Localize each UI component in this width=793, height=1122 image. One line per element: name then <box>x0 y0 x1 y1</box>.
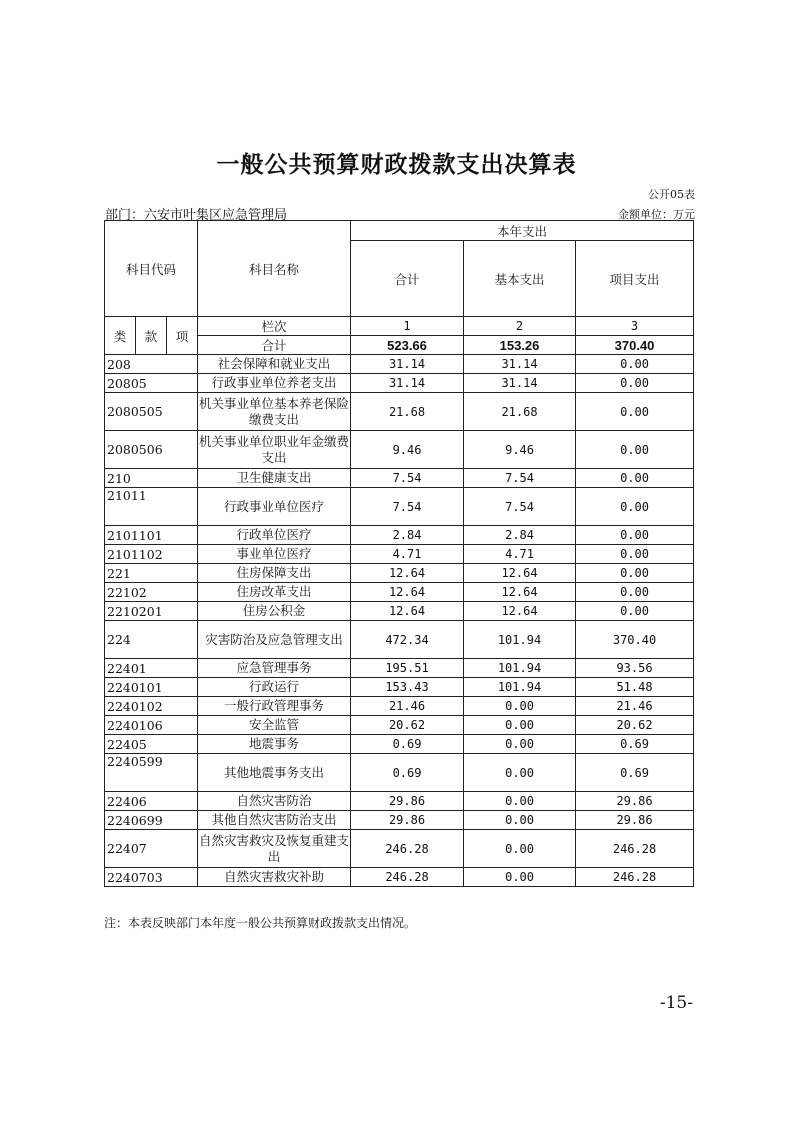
total-basic: 153.26 <box>464 336 576 355</box>
total-cell: 21.68 <box>351 393 464 431</box>
subject-name-cell: 自然灾害救灾补助 <box>198 868 351 887</box>
total-amount: 523.66 <box>351 336 464 355</box>
subject-code-cell: 22407 <box>105 830 198 868</box>
project-cell: 93.56 <box>576 659 694 678</box>
table-row <box>105 754 694 792</box>
table-row <box>105 469 694 488</box>
subject-code-cell: 2210201 <box>105 602 198 621</box>
header-basic: 基本支出 <box>464 241 576 317</box>
total-project: 370.40 <box>576 336 694 355</box>
table-row <box>105 355 694 374</box>
subject-code-cell: 208 <box>105 355 198 374</box>
basic-cell: 12.64 <box>464 583 576 602</box>
basic-cell: 0.00 <box>464 754 576 792</box>
project-cell: 246.28 <box>576 868 694 887</box>
total-cell: 12.64 <box>351 564 464 583</box>
table-row <box>105 393 694 431</box>
total-cell: 2.84 <box>351 526 464 545</box>
total-cell: 7.54 <box>351 488 464 526</box>
subject-code-cell: 2101101 <box>105 526 198 545</box>
total-cell: 31.14 <box>351 355 464 374</box>
table-row <box>105 431 694 469</box>
basic-cell: 31.14 <box>464 374 576 393</box>
header-kuan: 款 <box>136 317 167 355</box>
project-cell: 29.86 <box>576 792 694 811</box>
basic-cell: 0.00 <box>464 735 576 754</box>
project-cell: 246.28 <box>576 830 694 868</box>
subject-code-cell: 21011 <box>105 488 198 526</box>
subject-name-cell: 地震事务 <box>198 735 351 754</box>
header-subject-code: 科目代码 <box>105 221 198 317</box>
total-cell: 21.46 <box>351 697 464 716</box>
subject-code-cell: 2080506 <box>105 431 198 469</box>
subject-name-cell: 卫生健康支出 <box>198 469 351 488</box>
subject-name-cell: 行政单位医疗 <box>198 526 351 545</box>
project-cell: 0.00 <box>576 393 694 431</box>
page-number: -15- <box>659 993 693 1013</box>
subject-name-cell: 住房改革支出 <box>198 583 351 602</box>
total-cell: 246.28 <box>351 830 464 868</box>
project-cell: 0.69 <box>576 754 694 792</box>
subject-code-cell: 20805 <box>105 374 198 393</box>
table-note: 注：本表反映部门本年度一般公共预算财政拨款支出情况。 <box>104 916 417 930</box>
subject-code-cell: 2240102 <box>105 697 198 716</box>
subject-name-cell: 应急管理事务 <box>198 659 351 678</box>
subject-name-cell: 住房公积金 <box>198 602 351 621</box>
table-row <box>105 868 694 887</box>
header-subject-name: 科目名称 <box>198 221 351 317</box>
subject-code-cell: 2240599 <box>105 754 198 792</box>
project-cell: 0.69 <box>576 735 694 754</box>
table-row <box>105 488 694 526</box>
total-cell: 4.71 <box>351 545 464 564</box>
basic-cell: 12.64 <box>464 602 576 621</box>
project-cell: 0.00 <box>576 545 694 564</box>
project-cell: 29.86 <box>576 811 694 830</box>
total-cell: 195.51 <box>351 659 464 678</box>
subject-code-cell: 2080505 <box>105 393 198 431</box>
total-cell: 12.64 <box>351 602 464 621</box>
subject-name-cell: 行政事业单位医疗 <box>198 488 351 526</box>
subject-name-cell: 自然灾害救灾及恢复重建支出 <box>198 830 351 868</box>
header-project: 项目支出 <box>576 241 694 317</box>
table-row <box>105 697 694 716</box>
header-lanci: 栏次 <box>198 317 351 336</box>
expenditure-table <box>104 220 694 887</box>
subject-name-cell: 行政事业单位养老支出 <box>198 374 351 393</box>
table-row <box>105 602 694 621</box>
amount-unit-label: 金额单位：万元 <box>618 208 695 221</box>
subject-name-cell: 机关事业单位职业年金缴费支出 <box>198 431 351 469</box>
subject-code-cell: 22405 <box>105 735 198 754</box>
basic-cell: 101.94 <box>464 621 576 659</box>
subject-name-cell: 一般行政管理事务 <box>198 697 351 716</box>
subject-name-cell: 社会保障和就业支出 <box>198 355 351 374</box>
project-cell: 0.00 <box>576 526 694 545</box>
basic-cell: 21.68 <box>464 393 576 431</box>
header-col1: 1 <box>351 317 464 336</box>
subject-code-cell: 221 <box>105 564 198 583</box>
total-cell: 20.62 <box>351 716 464 735</box>
table-row <box>105 659 694 678</box>
page-title: 一般公共预算财政拨款支出决算表 <box>216 151 577 178</box>
table-row <box>105 716 694 735</box>
subject-name-cell: 安全监管 <box>198 716 351 735</box>
project-cell: 20.62 <box>576 716 694 735</box>
header-col2: 2 <box>464 317 576 336</box>
subject-code-cell: 22406 <box>105 792 198 811</box>
table-row <box>105 811 694 830</box>
subject-name-cell: 其他自然灾害防治支出 <box>198 811 351 830</box>
table-row <box>105 583 694 602</box>
basic-cell: 12.64 <box>464 564 576 583</box>
basic-cell: 0.00 <box>464 868 576 887</box>
total-cell: 29.86 <box>351 792 464 811</box>
basic-cell: 0.00 <box>464 811 576 830</box>
total-cell: 0.69 <box>351 754 464 792</box>
project-cell: 21.46 <box>576 697 694 716</box>
total-cell: 31.14 <box>351 374 464 393</box>
table-row <box>105 621 694 659</box>
basic-cell: 31.14 <box>464 355 576 374</box>
basic-cell: 4.71 <box>464 545 576 564</box>
subject-code-cell: 22102 <box>105 583 198 602</box>
total-cell: 472.34 <box>351 621 464 659</box>
subject-code-cell: 2240699 <box>105 811 198 830</box>
basic-cell: 7.54 <box>464 488 576 526</box>
project-cell: 0.00 <box>576 374 694 393</box>
total-cell: 246.28 <box>351 868 464 887</box>
subject-code-cell: 22401 <box>105 659 198 678</box>
table-row <box>105 564 694 583</box>
table-row <box>105 374 694 393</box>
department-label: 部门：六安市叶集区应急管理局 <box>105 208 288 223</box>
subject-name-cell: 事业单位医疗 <box>198 545 351 564</box>
project-cell: 0.00 <box>576 564 694 583</box>
subject-code-cell: 2240703 <box>105 868 198 887</box>
table-row <box>105 526 694 545</box>
project-cell: 0.00 <box>576 355 694 374</box>
total-cell: 12.64 <box>351 583 464 602</box>
subject-name-cell: 行政运行 <box>198 678 351 697</box>
form-number: 公开05表 <box>648 188 695 201</box>
basic-cell: 9.46 <box>464 431 576 469</box>
basic-cell: 101.94 <box>464 659 576 678</box>
subject-code-cell: 210 <box>105 469 198 488</box>
basic-cell: 0.00 <box>464 697 576 716</box>
total-cell: 9.46 <box>351 431 464 469</box>
header-current-year: 本年支出 <box>351 221 694 241</box>
basic-cell: 0.00 <box>464 716 576 735</box>
table-row <box>105 830 694 868</box>
table-row <box>105 678 694 697</box>
project-cell: 51.48 <box>576 678 694 697</box>
subject-name-cell: 住房保障支出 <box>198 564 351 583</box>
project-cell: 370.40 <box>576 621 694 659</box>
header-xiang: 项 <box>167 317 198 355</box>
subject-code-cell: 224 <box>105 621 198 659</box>
project-cell: 0.00 <box>576 602 694 621</box>
basic-cell: 0.00 <box>464 830 576 868</box>
subject-name-cell: 其他地震事务支出 <box>198 754 351 792</box>
total-label: 合计 <box>198 336 351 355</box>
basic-cell: 0.00 <box>464 792 576 811</box>
subject-code-cell: 2101102 <box>105 545 198 564</box>
subject-code-cell: 2240101 <box>105 678 198 697</box>
total-cell: 7.54 <box>351 469 464 488</box>
header-total: 合计 <box>351 241 464 317</box>
total-cell: 0.69 <box>351 735 464 754</box>
table-header <box>105 221 694 355</box>
subject-name-cell: 自然灾害防治 <box>198 792 351 811</box>
table-row <box>105 792 694 811</box>
table-body <box>105 355 694 887</box>
header-lei: 类 <box>105 317 136 355</box>
total-cell: 153.43 <box>351 678 464 697</box>
project-cell: 0.00 <box>576 469 694 488</box>
table-row <box>105 735 694 754</box>
total-cell: 29.86 <box>351 811 464 830</box>
header-col3: 3 <box>576 317 694 336</box>
subject-name-cell: 灾害防治及应急管理支出 <box>198 621 351 659</box>
basic-cell: 101.94 <box>464 678 576 697</box>
table-row <box>105 545 694 564</box>
project-cell: 0.00 <box>576 583 694 602</box>
project-cell: 0.00 <box>576 488 694 526</box>
subject-code-cell: 2240106 <box>105 716 198 735</box>
project-cell: 0.00 <box>576 431 694 469</box>
basic-cell: 2.84 <box>464 526 576 545</box>
basic-cell: 7.54 <box>464 469 576 488</box>
subject-name-cell: 机关事业单位基本养老保险缴费支出 <box>198 393 351 431</box>
